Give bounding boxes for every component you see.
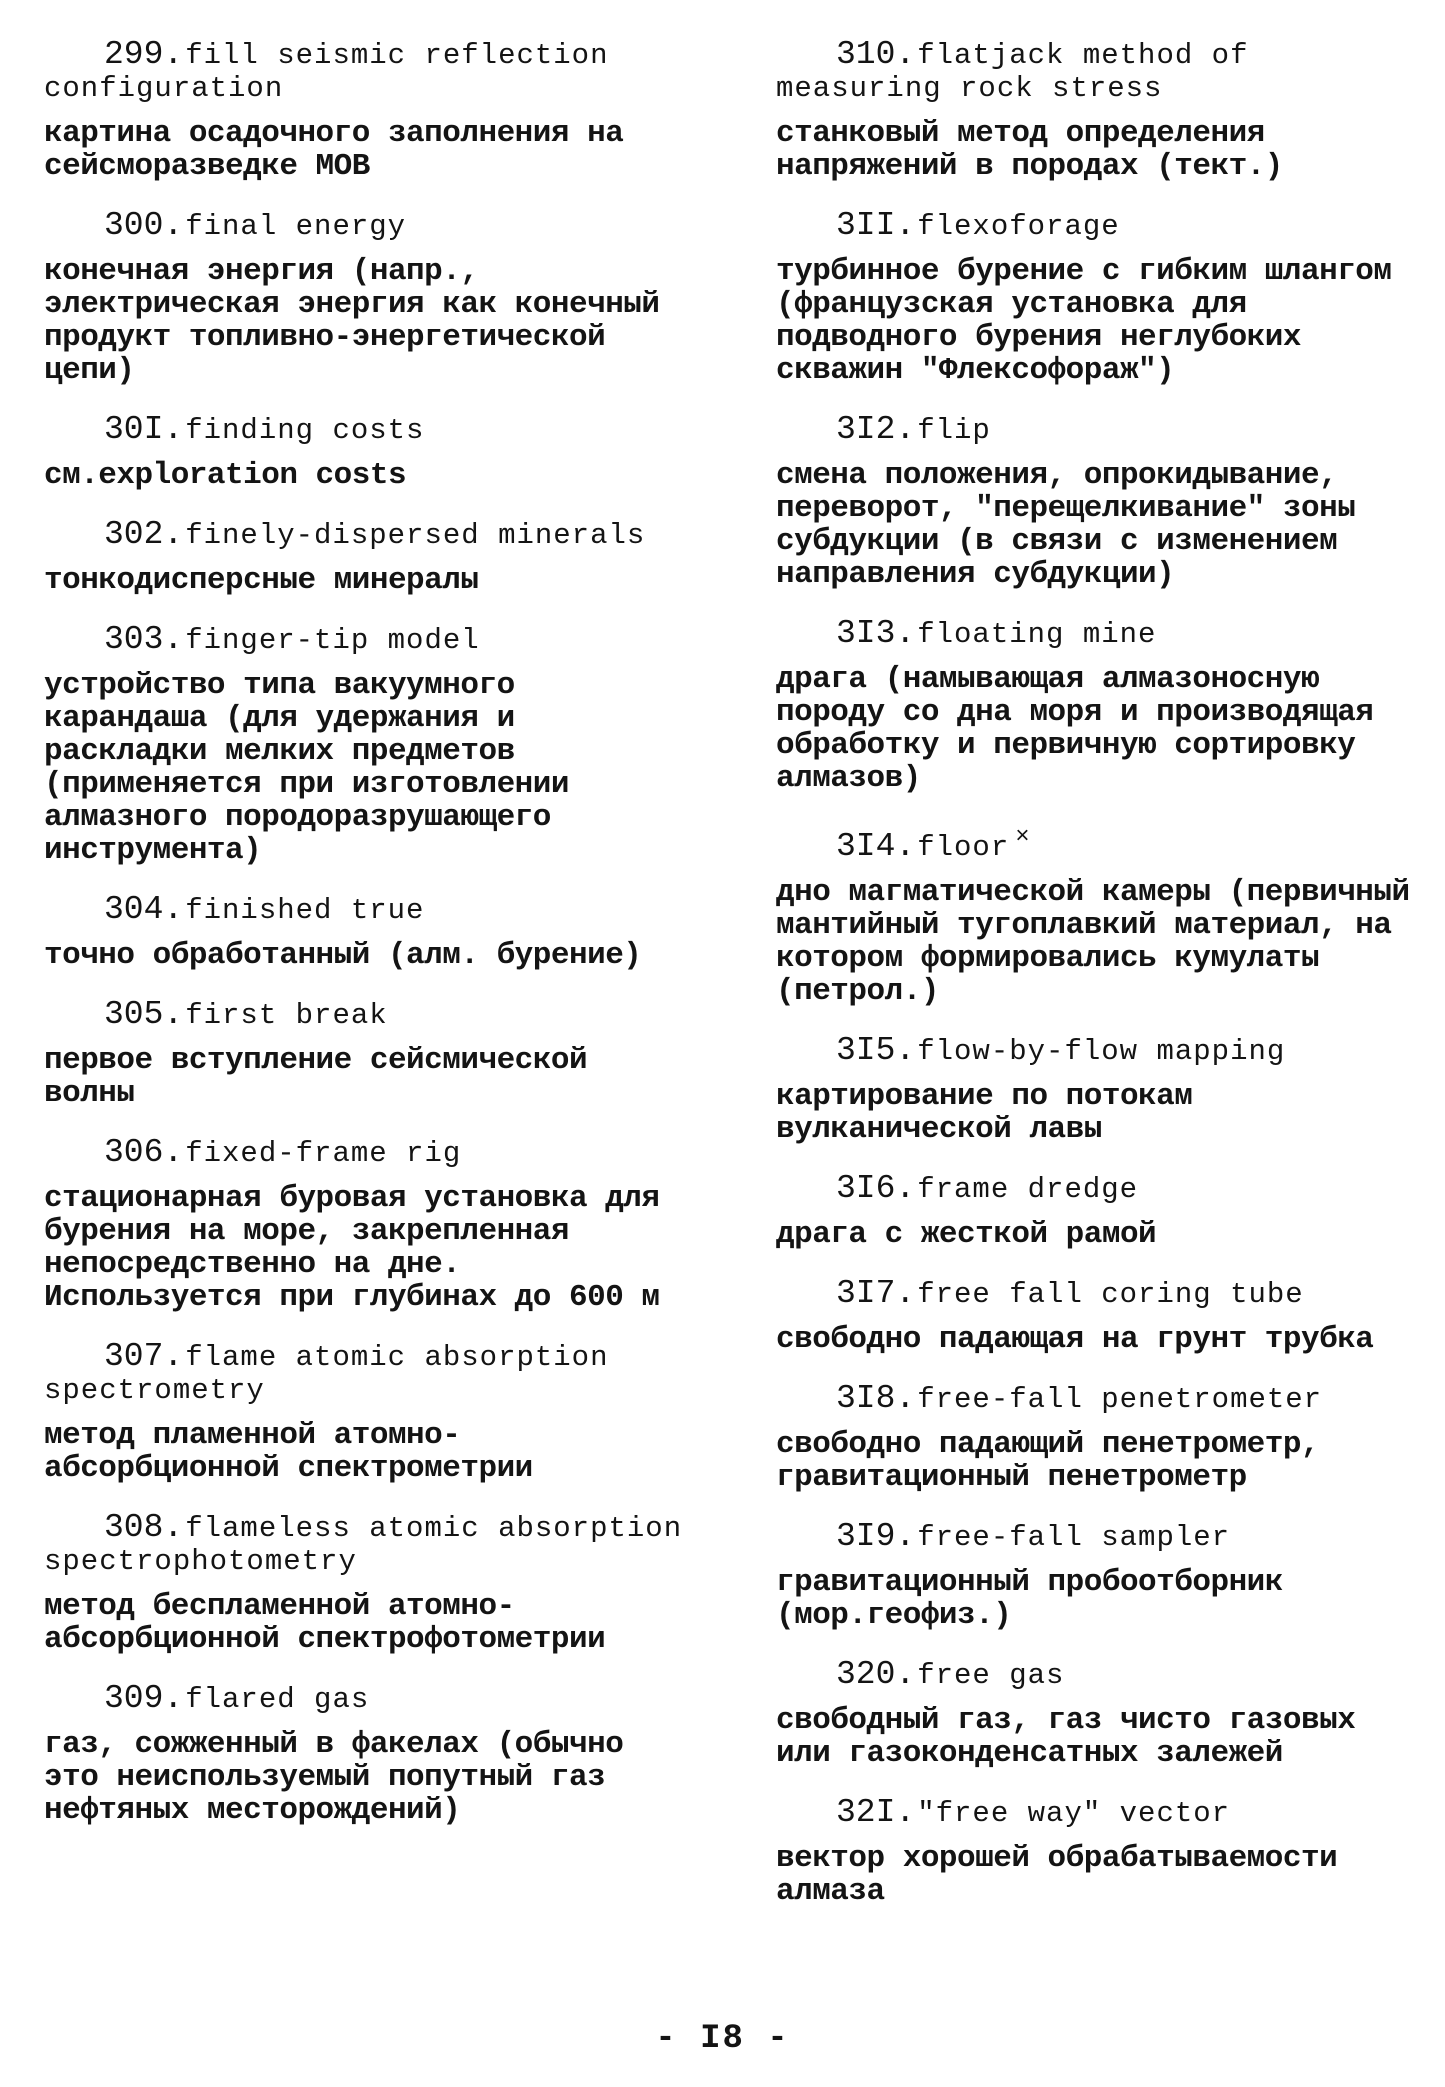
entry-318 xyxy=(776,1382,1416,1494)
entry-number: 300. xyxy=(104,207,184,244)
entry-term xyxy=(44,518,684,552)
entry-term-text: free fall coring tube xyxy=(917,1278,1304,1311)
entry-definition: картина осадочного заполнения на сейсморазведке МОВ xyxy=(44,116,642,184)
entry-316 xyxy=(776,1172,1416,1251)
entry-term-text: finding costs xyxy=(185,414,425,447)
entry-term xyxy=(776,1034,1416,1068)
entry-307 xyxy=(44,1340,684,1485)
entry-term-text: flameless atomic absorption spectrophotometry xyxy=(44,1512,701,1578)
entry-308 xyxy=(44,1509,701,1657)
entry-number: 305. xyxy=(104,996,184,1033)
entry-303 xyxy=(44,623,684,867)
entry-number: 3II. xyxy=(836,207,916,244)
entry-term-text: finger-tip model xyxy=(185,624,480,657)
footnote-mark: × xyxy=(1015,824,1031,851)
entry-number: 3I6. xyxy=(836,1170,916,1207)
entry-term xyxy=(776,821,1416,864)
entry-term-text: finely-dispersed minerals xyxy=(185,519,646,552)
entry-definition: турбинное бурение с гибким шлангом (французская установка для подводного бурения неглубоких скважин "Флексофораж") xyxy=(776,254,1410,388)
entry-definition: метод пламенной атомно-абсорбционной спектрометрии xyxy=(44,1418,533,1486)
entry-number: 30I. xyxy=(104,411,184,448)
entry-term xyxy=(44,413,684,447)
entry-term xyxy=(776,38,1416,105)
entry-302 xyxy=(44,518,684,597)
entry-term-text: free-fall penetrometer xyxy=(917,1383,1323,1416)
entry-term xyxy=(776,1658,1416,1692)
entry-number: 308. xyxy=(104,1509,184,1546)
entry-301 xyxy=(44,413,684,492)
entry-term xyxy=(776,413,1416,447)
entry-number: 307. xyxy=(104,1338,184,1375)
entry-term xyxy=(776,617,1416,651)
entry-definition: конечная энергия (напр., электрическая энергия как конечный продукт топливно-энергетической цепи) xyxy=(44,254,678,388)
entry-number: 309. xyxy=(104,1680,184,1717)
entry-definition: метод беспламенной атомно-абсорбционной спектрофотометрии xyxy=(44,1589,606,1657)
entry-number: 3I5. xyxy=(836,1032,916,1069)
entry-term xyxy=(44,893,684,927)
entry-term xyxy=(44,998,684,1032)
entry-definition: свободный газ, газ чисто газовых или газоконденсатных залежей xyxy=(776,1703,1374,1771)
entry-310 xyxy=(776,38,1416,183)
entry-definition: гравитационный пробоотборник (мор.геофиз.) xyxy=(776,1565,1301,1633)
entry-number: 304. xyxy=(104,891,184,928)
entry-term-text: finished true xyxy=(185,894,425,927)
entry-number: 310. xyxy=(836,36,916,73)
entry-number: 3I8. xyxy=(836,1380,916,1417)
entry-number: 3I9. xyxy=(836,1518,916,1555)
entry-term xyxy=(776,1172,1416,1206)
page-number: - I8 - xyxy=(655,2020,790,2058)
entry-definition: первое вступление сейсмической волны xyxy=(44,1043,606,1111)
entry-term xyxy=(44,1509,701,1578)
entry-term xyxy=(44,623,684,657)
entry-320 xyxy=(776,1658,1416,1770)
entry-313 xyxy=(776,617,1416,795)
entry-number: 3I3. xyxy=(836,615,916,652)
entry-term-text: flow-by-flow mapping xyxy=(917,1035,1286,1068)
entry-317 xyxy=(776,1277,1416,1356)
entry-term-text: fill seismic reflection configuration xyxy=(44,39,627,105)
entry-term xyxy=(44,209,684,243)
entry-306 xyxy=(44,1136,684,1314)
entry-number: 32I. xyxy=(836,1794,916,1831)
entry-314 xyxy=(776,821,1428,1009)
entry-315 xyxy=(776,1034,1416,1146)
entry-definition: см.exploration costs xyxy=(44,458,407,493)
entry-definition: вектор хорошей обрабатываемости алмаза xyxy=(776,1841,1356,1909)
entry-term-text: free gas xyxy=(917,1659,1065,1692)
entry-definition: свободно падающий пенетрометр, гравитационный пенетрометр xyxy=(776,1427,1338,1495)
entry-definition: устройство типа вакуумного карандаша (для удержания и раскладки мелких предметов (применяется при изготовлении алмазного породоразрушающего инструмента) xyxy=(44,668,588,868)
entry-term-text: flame atomic absorption spectrometry xyxy=(44,1341,627,1407)
entry-term-text: floating mine xyxy=(917,618,1157,651)
entry-number: 299. xyxy=(104,36,184,73)
entry-term-text: flared gas xyxy=(185,1683,370,1716)
entry-term-text: flexoforage xyxy=(917,210,1120,243)
entry-term xyxy=(44,1682,684,1716)
entry-312 xyxy=(776,413,1416,591)
entry-definition: свободно падающая на грунт трубка xyxy=(776,1322,1374,1357)
entry-definition: газ, сожженный в факелах (обычно это неиспользуемый попутный газ нефтяных месторождений) xyxy=(44,1727,642,1828)
entry-319 xyxy=(776,1520,1416,1632)
entry-term xyxy=(776,1520,1416,1554)
entry-term xyxy=(776,1382,1416,1416)
entry-term xyxy=(44,38,684,105)
entry-term-text: frame dredge xyxy=(917,1173,1139,1206)
entry-number: 302. xyxy=(104,516,184,553)
entry-term-text: flatjack method of measuring rock stress xyxy=(776,39,1267,105)
entry-definition: драга (намывающая алмазоносную породу со дна моря и производящая обработку и первичную сортировку алмазов) xyxy=(776,662,1392,796)
entry-term xyxy=(776,209,1416,243)
entry-305 xyxy=(44,998,684,1110)
entry-term-text: fixed-frame rig xyxy=(185,1137,462,1170)
entry-definition: смена положения, опрокидывание, переворот, "перещелкивание" зоны субдукции (в связи с изменением направления субдукции) xyxy=(776,458,1374,592)
entry-term-text: free-fall sampler xyxy=(917,1521,1231,1554)
entry-definition: тонкодисперсные минералы xyxy=(44,563,479,598)
entry-number: 3I7. xyxy=(836,1275,916,1312)
entry-311 xyxy=(776,209,1416,387)
entry-term xyxy=(776,1796,1416,1830)
entry-term-text: floor xyxy=(917,831,1010,864)
entry-term xyxy=(44,1136,684,1170)
entry-definition: картирование по потокам вулканической лавы xyxy=(776,1079,1211,1147)
entry-321 xyxy=(776,1796,1416,1908)
entry-304 xyxy=(44,893,684,972)
entry-definition: станковый метод определения напряжений в породах (тект.) xyxy=(776,116,1283,184)
entry-term xyxy=(776,1277,1416,1311)
entry-definition: драга с жесткой рамой xyxy=(776,1217,1157,1252)
entry-term-text: first break xyxy=(185,999,388,1032)
entry-term-text: flip xyxy=(917,414,991,447)
entry-term-text: final energy xyxy=(185,210,407,243)
entry-299 xyxy=(44,38,684,183)
entry-term-text: "free way" vector xyxy=(917,1797,1231,1830)
entry-number: 306. xyxy=(104,1134,184,1171)
entry-309 xyxy=(44,1682,684,1827)
entry-definition: дно магматической камеры (первичный мантийный тугоплавкий материал, на котором формировались кумулаты (петрол.) xyxy=(776,875,1428,1009)
entry-number: 320. xyxy=(836,1656,916,1693)
entry-number: 303. xyxy=(104,621,184,658)
entry-term xyxy=(44,1340,684,1407)
right-column xyxy=(776,36,1428,1934)
entry-300 xyxy=(44,209,684,387)
entry-number: 3I2. xyxy=(836,411,916,448)
left-column xyxy=(44,36,701,1853)
entry-number: 3I4. xyxy=(836,828,916,865)
entry-definition: точно обработанный (алм. бурение) xyxy=(44,938,642,973)
entry-definition: стационарная буровая установка для бурения на море, закрепленная непосредственно на дне. Используется при глубинах до 600 м xyxy=(44,1181,678,1315)
